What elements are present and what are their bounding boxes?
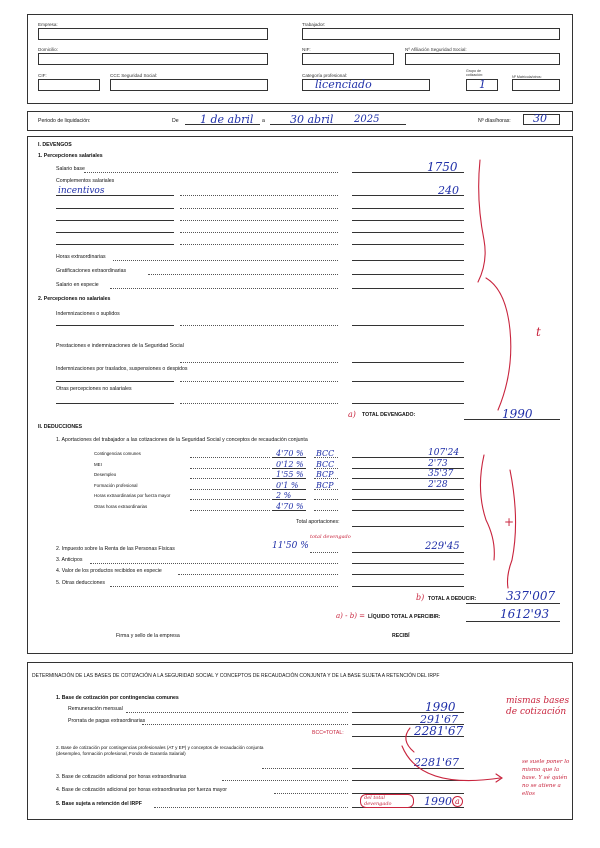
bases-item4-label: 4. Base de cotización adicional por horas extraordinarias por fuerza mayor bbox=[56, 787, 227, 793]
irpf-label: 2. Impuesto sobre la Renta de las Personas Físicas bbox=[56, 546, 175, 552]
aportacion-base: BCC bbox=[316, 449, 335, 458]
indemnizaciones-label: Indemnizaciones o suplidos bbox=[56, 311, 120, 317]
indemnizaciones-value-line bbox=[352, 325, 464, 326]
bcc-total-label: BCC=TOTAL: bbox=[312, 730, 344, 736]
incentivos-label: incentivos bbox=[58, 186, 105, 196]
grupo-label: Grupo de cotización: bbox=[466, 69, 483, 77]
aportaciones-title: 1. Aportaciones del trabajador a las cotizaciones de la Seguridad Social y conceptos de recaudación conjunta bbox=[56, 437, 308, 443]
irpf-dots bbox=[310, 552, 338, 553]
prestaciones-dots bbox=[180, 362, 338, 363]
liquido-line bbox=[466, 621, 560, 622]
aportacion-base: BCP bbox=[316, 470, 334, 479]
otras-deducciones-dots bbox=[110, 586, 338, 587]
dias-value: 30 bbox=[533, 112, 547, 125]
aportacion-base-dots bbox=[314, 468, 338, 469]
bases-item3-label: 3. Base de cotización adicional por horas extraordinarias bbox=[56, 774, 187, 780]
liquido-label: LÍQUIDO TOTAL A PERCIBIR: bbox=[368, 614, 441, 620]
aportacion-value: 2'28 bbox=[428, 479, 448, 490]
period-label: Periodo de liquidación: bbox=[38, 118, 91, 124]
aportacion-pct: 2 % bbox=[276, 491, 292, 500]
note-side: se suele poner lo mismo que la base. Y sé quién no se atiene a ellos bbox=[522, 759, 570, 797]
empresa-label: Empresa: bbox=[38, 22, 58, 27]
aportacion-dots bbox=[190, 468, 270, 469]
otras-value-line bbox=[352, 403, 464, 404]
remuneracion-label: Remuneración mensual bbox=[68, 706, 123, 712]
prorrata-value: 291'67 bbox=[420, 713, 459, 726]
total-aportaciones-line bbox=[352, 526, 464, 527]
domicilio-field[interactable] bbox=[38, 53, 268, 65]
anticipos-line bbox=[352, 563, 464, 564]
domicilio-label: Domicilio: bbox=[38, 47, 58, 52]
gratificaciones-line bbox=[352, 274, 464, 275]
otras-percepciones-label: Otras percepciones no salariales bbox=[56, 386, 132, 392]
afiliacion-label: Nº Afiliación Seguridad Social: bbox=[405, 47, 467, 52]
aportacion-label: Horas extraordinarias por fuerza mayor bbox=[94, 493, 171, 498]
aportacion-label: MEI bbox=[94, 461, 102, 467]
prestaciones-value-line bbox=[352, 362, 464, 363]
ccc-field[interactable] bbox=[110, 79, 268, 91]
bases-item3-line bbox=[352, 780, 464, 781]
deducciones-title: II. DEDUCCIONES bbox=[38, 424, 83, 430]
aportacion-value: 107'24 bbox=[428, 448, 460, 458]
prorrata-label: Prorrata de pagas extraordinarias bbox=[68, 718, 146, 724]
aportacion-base: BCC bbox=[316, 459, 335, 469]
nif-field[interactable] bbox=[302, 53, 394, 65]
complemento-dots-2 bbox=[180, 208, 338, 209]
complemento-line-1 bbox=[56, 195, 174, 196]
aportacion-dots bbox=[190, 510, 270, 511]
period-from-value: 1 de abril bbox=[200, 113, 254, 126]
traslados-line-a bbox=[56, 381, 174, 382]
productos-dots bbox=[178, 574, 338, 575]
complemento-value-line-3 bbox=[352, 220, 464, 221]
bases-item2-dots bbox=[262, 768, 348, 769]
total-deducir-line bbox=[466, 603, 560, 604]
especie-label: Salario en especie bbox=[56, 282, 99, 288]
bases-item4-dots bbox=[274, 793, 348, 794]
aportacion-pct: 4'70 % bbox=[276, 501, 304, 511]
aportacion-label: Desempleo bbox=[94, 472, 117, 477]
complemento-line-5 bbox=[56, 244, 174, 245]
afiliacion-field[interactable] bbox=[405, 53, 560, 65]
especie-dots bbox=[110, 288, 338, 289]
period-to-value: 30 abril bbox=[290, 113, 334, 126]
irpf-line bbox=[352, 552, 464, 553]
aportacion-dots bbox=[190, 499, 270, 500]
aportacion-label: Formación profesional bbox=[94, 482, 138, 488]
salario-base-label: Salario base bbox=[56, 166, 85, 172]
aportacion-dots bbox=[190, 457, 270, 458]
firma-label: Firma y sello de la empresa bbox=[116, 633, 180, 639]
categoria-label: Categoría profesional: bbox=[302, 73, 348, 78]
trabajador-field[interactable] bbox=[302, 28, 560, 40]
bases-item2-label: 2. Base de cotización por contingencias profesionales (AT y EP) y conceptos de recaudación conjunta (desempleo, formación profesional, Fondo de Garantía Salarial) bbox=[56, 745, 264, 756]
aportacion-pct: 0'1 % bbox=[276, 480, 299, 490]
complemento-dots-3 bbox=[180, 220, 338, 221]
bases-item3-dots bbox=[222, 780, 348, 781]
salario-base-value: 1750 bbox=[427, 160, 458, 174]
trabajador-label: Trabajador: bbox=[302, 22, 326, 27]
irpf-pct: 11'50 % bbox=[272, 541, 309, 551]
bases-item5-value: 1990 bbox=[424, 795, 452, 808]
prestaciones-label: Prestaciones e indemnizaciones de la Seguridad Social bbox=[56, 343, 184, 349]
otras-deducciones-line bbox=[352, 586, 464, 587]
otras-dots bbox=[180, 403, 338, 404]
aportacion-dots bbox=[190, 478, 270, 479]
devengos-title: I. DEVENGOS bbox=[38, 142, 72, 148]
aportacion-base-dots bbox=[314, 510, 338, 511]
liquido-value: 1612'93 bbox=[500, 607, 550, 621]
salario-base-dots bbox=[84, 172, 338, 173]
total-deducir-label: TOTAL A DEDUCIR: bbox=[428, 596, 477, 602]
bcc-total-value: 2281'67 bbox=[414, 724, 464, 738]
complemento-dots-1 bbox=[180, 195, 338, 196]
aportacion-value: 2'73 bbox=[428, 458, 448, 469]
aportacion-label: Otras horas extraordinarias bbox=[94, 503, 148, 509]
horas-extra-label: Horas extraordinarias bbox=[56, 254, 106, 260]
dias-label: Nº días/horas: bbox=[478, 118, 511, 124]
aportacion-value: 35'37 bbox=[428, 469, 454, 479]
traslados-value-line bbox=[352, 381, 464, 382]
period-year-value: 2025 bbox=[354, 114, 380, 125]
aportacion-base-dots bbox=[314, 499, 338, 500]
complemento-line-4 bbox=[56, 232, 174, 233]
nif-label: NIF: bbox=[302, 47, 311, 52]
aportacion-label: Contingencias comunes bbox=[94, 451, 141, 456]
irpf-note: total devengado bbox=[310, 534, 351, 540]
complemento-line-2 bbox=[56, 208, 174, 209]
bases-title: DETERMINACIÓN DE LAS BASES DE COTIZACIÓN A LA SEGURIDAD SOCIAL Y CONCEPTOS DE RECAUDACIÓN CONJUNTA Y DE LA BASE SUJETA A RETENCIÓN DEL IRPF bbox=[32, 673, 440, 679]
total-devengado-label: TOTAL DEVENGADO: bbox=[362, 412, 416, 418]
gratificaciones-label: Gratificaciones extraordinarias bbox=[56, 268, 127, 274]
aportacion-base: BCP bbox=[316, 480, 334, 490]
productos-label: 4. Valor de los productos recibidos en especie bbox=[56, 568, 162, 574]
aportacion-base-dots bbox=[314, 478, 338, 479]
especie-line bbox=[352, 288, 464, 289]
devengos-deducciones-section bbox=[27, 136, 573, 654]
no-salariales-title: 2. Percepciones no salariales bbox=[38, 296, 111, 302]
gratificaciones-dots bbox=[148, 274, 338, 275]
otros-field[interactable] bbox=[512, 79, 560, 91]
total-devengado-prefix: a) bbox=[348, 410, 356, 419]
otras-line-a bbox=[56, 403, 174, 404]
aportacion-value-line bbox=[352, 499, 464, 500]
remuneracion-value: 1990 bbox=[425, 700, 456, 714]
horas-extra-line bbox=[352, 260, 464, 261]
cif-label: CIF: bbox=[38, 73, 47, 78]
complemento-value-line-2 bbox=[352, 208, 464, 209]
complemento-line-3 bbox=[56, 220, 174, 221]
ccc-label: CCC Seguridad Social: bbox=[110, 73, 158, 78]
bases-section bbox=[27, 662, 573, 820]
aportacion-dots bbox=[190, 489, 270, 490]
liquido-prefix: a) - b) = bbox=[336, 612, 366, 620]
total-devengado-value: 1990 bbox=[502, 407, 533, 421]
bases-item2-value: 2281'67 bbox=[414, 756, 460, 769]
horas-extra-dots bbox=[113, 260, 338, 261]
incentivos-value: 240 bbox=[438, 184, 459, 197]
complemento-dots-4 bbox=[180, 232, 338, 233]
complementos-label: Complementos salariales bbox=[56, 178, 115, 184]
aportacion-pct: 4'70 % bbox=[276, 449, 304, 458]
recibi-label: RECIBÍ bbox=[392, 633, 410, 639]
irpf-value: 229'45 bbox=[425, 541, 460, 552]
complemento-value-line-4 bbox=[352, 232, 464, 233]
total-deducir-value: 337'007 bbox=[506, 589, 556, 603]
aportacion-value-line bbox=[352, 510, 464, 511]
cif-field[interactable] bbox=[38, 79, 100, 91]
productos-line bbox=[352, 574, 464, 575]
remuneracion-dots bbox=[126, 712, 348, 713]
period-a-label: a bbox=[262, 118, 265, 124]
prorrata-dots bbox=[142, 724, 348, 725]
indemnizaciones-dots bbox=[180, 325, 338, 326]
anticipos-label: 3. Anticipos bbox=[56, 557, 83, 563]
total-deducir-prefix: b) bbox=[416, 593, 425, 602]
otras-deducciones-label: 5. Otras deducciones bbox=[56, 580, 106, 586]
empresa-field[interactable] bbox=[38, 28, 268, 40]
bases-item5-dots bbox=[154, 807, 348, 808]
salariales-title: 1. Percepciones salariales bbox=[38, 153, 103, 159]
aportacion-base-dots bbox=[314, 457, 338, 458]
note-bases: mismas bases de cotización bbox=[506, 696, 570, 717]
complemento-dots-5 bbox=[180, 244, 338, 245]
indemnizaciones-line-a bbox=[56, 325, 174, 326]
bases-item5-mark: a bbox=[452, 796, 463, 807]
margin-t: t bbox=[536, 325, 541, 339]
aportacion-pct: 1'55 % bbox=[276, 470, 304, 479]
bases-item1-title: 1. Base de cotización por contingencias comunes bbox=[56, 695, 179, 701]
margin-plus: + bbox=[504, 515, 515, 529]
bases-item5-note: del total devengado bbox=[360, 794, 414, 808]
otros-label: Nº Matrícula/otros: bbox=[512, 75, 542, 79]
traslados-label: Indemnizaciones por traslados, suspensiones o despidos bbox=[56, 366, 188, 372]
complemento-value-line-5 bbox=[352, 244, 464, 245]
categoria-value: licenciado bbox=[315, 78, 372, 91]
anticipos-dots bbox=[90, 563, 338, 564]
aportacion-pct: 0'12 % bbox=[276, 459, 304, 469]
period-de-label: De bbox=[172, 118, 179, 124]
grupo-value: 1 bbox=[479, 78, 486, 91]
bases-item5-label: 5. Base sujeta a retención del IRPF bbox=[56, 801, 142, 807]
traslados-dots bbox=[180, 381, 338, 382]
aportacion-base-dots bbox=[314, 489, 338, 490]
total-aportaciones-label: Total aportaciones: bbox=[296, 519, 340, 525]
